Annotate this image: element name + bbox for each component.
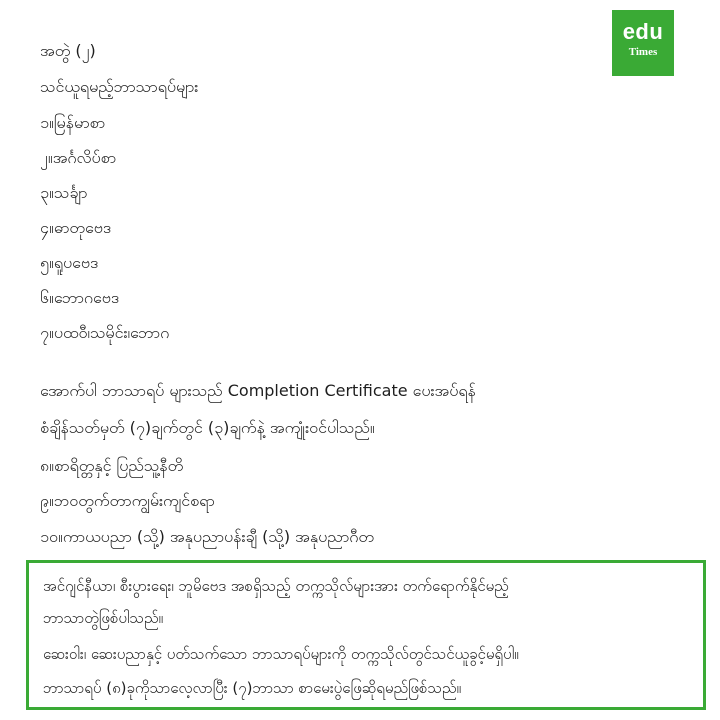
subject-item: ၇။ပထဝီ၊သမိုင်း၊ဘောဂ <box>40 323 170 342</box>
completion-line-2: စံချိန်သတ်မှတ် (၇)ချက်တွင် (၃)ချက်နဲ့ အကျုံးဝင်ပါသည်။ <box>40 418 375 437</box>
list-header: အတွဲ (၂) <box>40 41 96 60</box>
notice-line: ဘာသာရပ် (၈)ခုကိုသာလေ့လာပြီး (၇)ဘာသာ စာမေးပွဲဖြေဆိုရမည်ဖြစ်သည်။ <box>43 679 462 697</box>
subject-item: ၂။အင်္ဂလိပ်စာ <box>40 148 117 167</box>
logo-times-text: Times <box>628 46 658 58</box>
extra-subject-item: ၁၀။ကာယပညာ (သို့) အနုပညာပန်းချီ (သို့) အနုပညာဂီတ <box>40 527 374 546</box>
notice-box <box>26 560 706 710</box>
subject-item: ၁။မြန်မာစာ <box>40 113 106 132</box>
notice-line: ဘာသာတွဲဖြစ်ပါသည်။ <box>43 609 164 627</box>
extra-subject-item: ၉။ဘဝတွက်တာကျွမ်းကျင်စရာ <box>40 491 215 510</box>
notice-line: အင်ဂျင်နီယာ၊ စီးပွားရေး၊ ဘူမိဗေဒ အစရှိသည့် တက္ကသိုလ်များအား တက်ရောက်နိုင်မည့် <box>43 577 509 595</box>
subject-item: ၆။ဘောဂဗေဒ <box>40 288 120 307</box>
edu-times-logo <box>612 10 674 76</box>
extra-subject-item: ၈။စာရိတ္တနှင့် ပြည်သူ့နီတိ <box>40 456 184 475</box>
notice-line: ဆေး၀ါး၊ ဆေးပညာနှင့် ပတ်သက်သော ဘာသာရပ်များကို တက္ကသိုလ်တွင်သင်ယူခွင့်မရှိပါ။ <box>43 645 519 663</box>
subject-item: ၃။သင်္ချာ <box>40 183 88 202</box>
subject-item: ၅။ရူပဗေဒ <box>40 253 99 272</box>
logo-edu-text: edu <box>622 19 664 44</box>
completion-line-1: အောက်ပါ ဘာသာရပ် များသည် Completion Certificate ပေးအပ်ရန် <box>40 381 476 400</box>
subjects-title: သင်ယူရမည့်ဘာသာရပ်များ <box>40 77 199 96</box>
subject-item: ၄။ဓာတုဗေဒ <box>40 218 112 237</box>
